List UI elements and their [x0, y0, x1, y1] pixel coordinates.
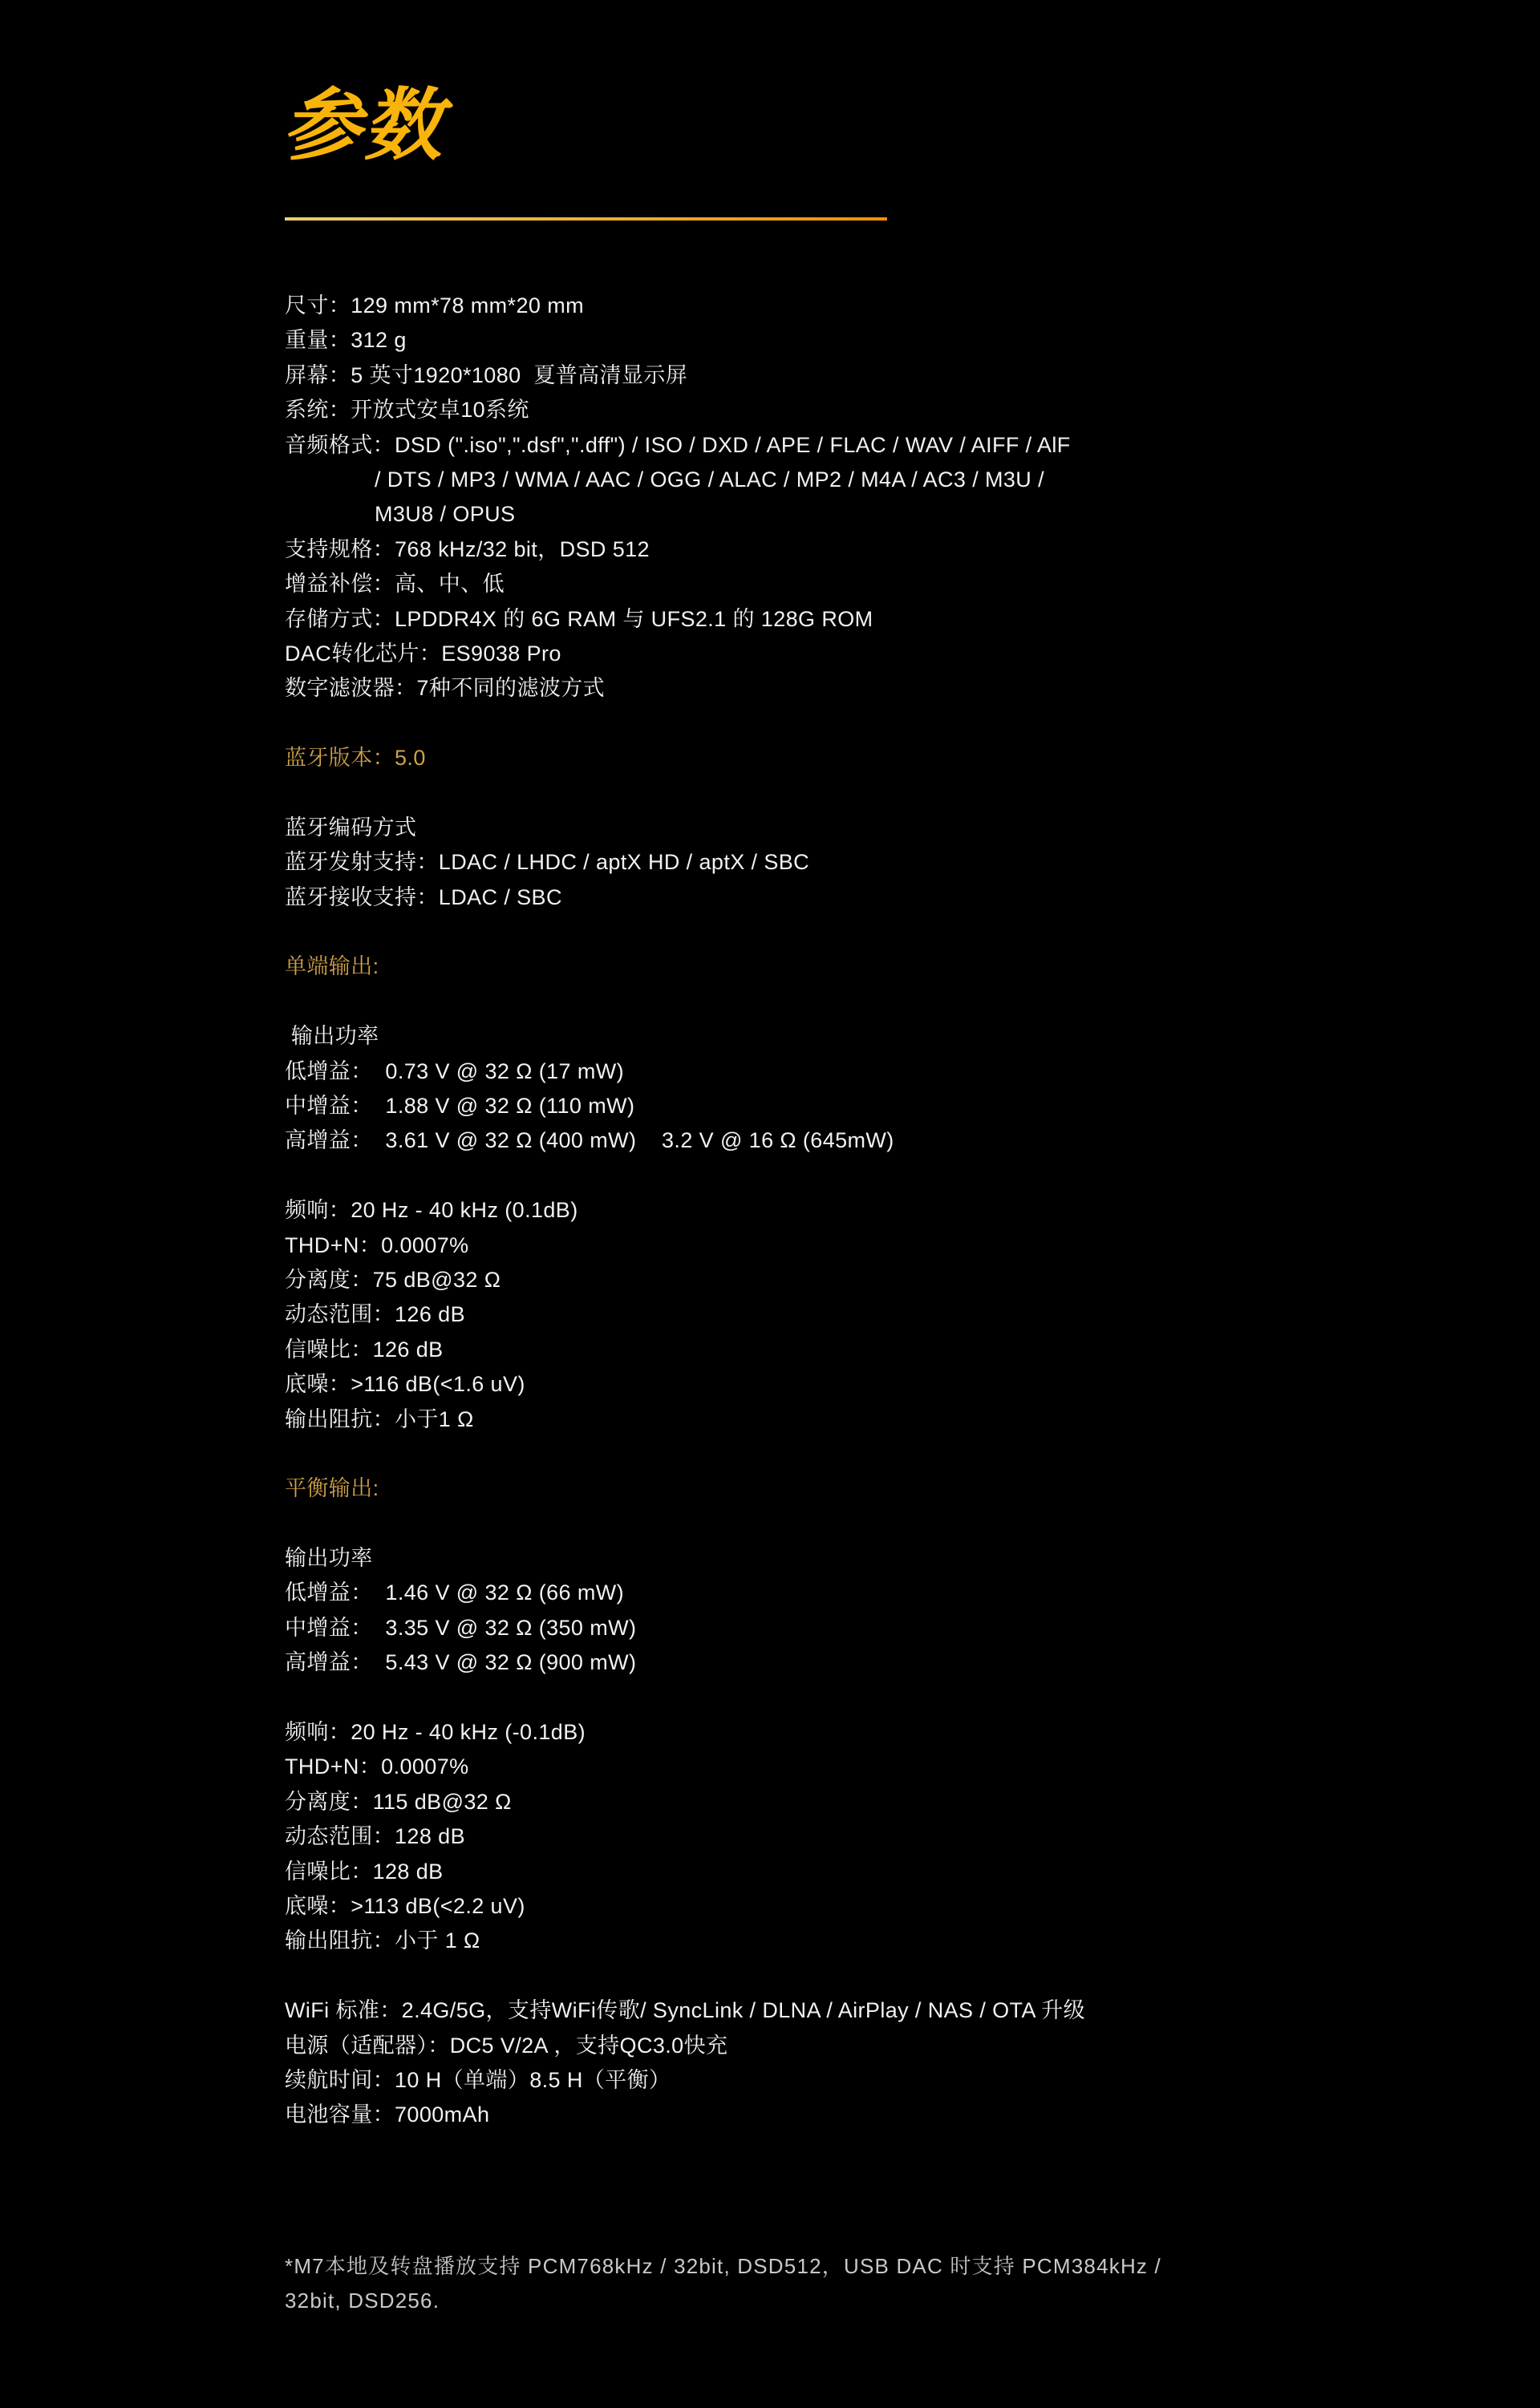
spec-line: 单端输出:: [285, 954, 379, 979]
spec-line: 分离度：75 dB@32 Ω: [285, 1267, 501, 1292]
spec-line: 高增益： 5.43 V @ 32 Ω (900 mW): [285, 1650, 637, 1675]
spec-line: 输出阻抗：小于1 Ω: [285, 1406, 474, 1431]
spec-line: DAC转化芯片：ES9038 Pro: [285, 641, 561, 666]
spec-line: 低增益： 0.73 V @ 32 Ω (17 mW): [285, 1058, 624, 1083]
spec-line: THD+N：0.0007%: [285, 1232, 469, 1257]
spec-line: 音频格式：DSD (".iso",".dsf",".dff") / ISO / DXD / APE / FLAC / WAV / AIFF / AlF: [285, 432, 1071, 457]
spec-line: 电池容量：7000mAh: [285, 2102, 490, 2127]
spec-line: 信噪比：126 dB: [285, 1337, 444, 1362]
spec-line: 底噪：>116 dB(<1.6 uV): [285, 1372, 525, 1397]
spec-blocks: [285, 289, 1247, 2318]
spec-line: 底噪：>113 dB(<2.2 uV): [285, 1893, 525, 1918]
connectivity-power: [285, 1993, 1247, 2133]
spec-line: 续航时间：10 H（单端）8.5 H（平衡）: [285, 2067, 671, 2092]
spec-line: 频响：20 Hz - 40 kHz (0.1dB): [285, 1198, 578, 1223]
spec-line: 蓝牙发射支持：LDAC / LHDC / aptX HD / aptX / SBC: [285, 850, 810, 875]
spec-line: 信噪比：128 dB: [285, 1859, 444, 1884]
spec-line: 蓝牙编码方式: [285, 815, 417, 840]
spec-line: 系统：开放式安卓10系统: [285, 398, 529, 423]
spec-line: 增益补偿：高、中、低: [285, 572, 505, 597]
bluetooth-version: [285, 741, 1247, 775]
spec-line: 电源（适配器）：DC5 V/2A ，支持QC3.0快充: [285, 2033, 728, 2058]
spec-line: 支持规格：768 kHz/32 bit，DSD 512: [285, 536, 650, 561]
spec-line: 蓝牙版本：5.0: [285, 746, 426, 771]
spec-line: M3U8 / OPUS: [375, 502, 516, 527]
single-ended-power: [285, 1019, 1247, 1159]
spec-line: 数字滤波器：7种不同的滤波方式: [285, 676, 606, 701]
spec-line: 重量：312 g: [285, 328, 407, 353]
spec-line: 存储方式：LPDDR4X 的 6G RAM 与 UFS2.1 的 128G ROM: [285, 606, 873, 631]
page-title: 参数: [282, 81, 445, 169]
spec-line: 输出功率: [285, 1024, 379, 1049]
spec-line: WiFi 标准：2.4G/5G，支持WiFi传歌/ SyncLink / DLNA / AirPlay / NAS / OTA 升级: [285, 1998, 1086, 2023]
spec-line: 屏幕：5 英寸1920*1080 夏普高清显示屏: [285, 362, 688, 387]
spec-line: 频响：20 Hz - 40 kHz (-0.1dB): [285, 1720, 586, 1745]
spec-line: / DTS / MP3 / WMA / AAC / OGG / ALAC / MP2 / M4A / AC3 / M3U /: [375, 467, 1045, 492]
spec-line: 输出阻抗：小于 1 Ω: [285, 1928, 480, 1953]
spec-line: 高增益： 3.61 V @ 32 Ω (400 mW) 3.2 V @ 16 Ω (645mW): [285, 1128, 894, 1153]
spec-line: 输出功率: [285, 1546, 373, 1571]
bluetooth-codecs: [285, 811, 1247, 915]
spec-line: *M7本地及转盘播放支持 PCM768kHz / 32bit, DSD512，USB DAC 时支持 PCM384kHz /: [285, 2253, 1161, 2278]
balanced-power: [285, 1541, 1247, 1681]
single-ended-measurements: [285, 1193, 1247, 1437]
spec-line: 尺寸：129 mm*78 mm*20 mm: [285, 293, 584, 318]
footnote: [285, 2249, 1247, 2319]
spec-line: THD+N：0.0007%: [285, 1754, 469, 1779]
spec-line: 动态范围：126 dB: [285, 1302, 465, 1327]
spec-line: 中增益： 3.35 V @ 32 Ω (350 mW): [285, 1615, 637, 1640]
spec-line: 平衡输出:: [285, 1476, 379, 1501]
general-specs: [285, 289, 1247, 706]
spec-line: 分离度：115 dB@32 Ω: [285, 1789, 512, 1814]
spec-line: 蓝牙接收支持：LDAC / SBC: [285, 884, 562, 909]
balanced-measurements: [285, 1715, 1247, 1959]
spec-line: 动态范围：128 dB: [285, 1824, 465, 1849]
balanced-header: [285, 1471, 1247, 1506]
title-divider: [285, 217, 887, 221]
spec-line: 中增益： 1.88 V @ 32 Ω (110 mW): [285, 1093, 635, 1118]
spec-line: 低增益： 1.46 V @ 32 Ω (66 mW): [285, 1580, 624, 1605]
spec-line: 32bit, DSD256.: [285, 2289, 440, 2313]
single-ended-header: [285, 949, 1247, 984]
